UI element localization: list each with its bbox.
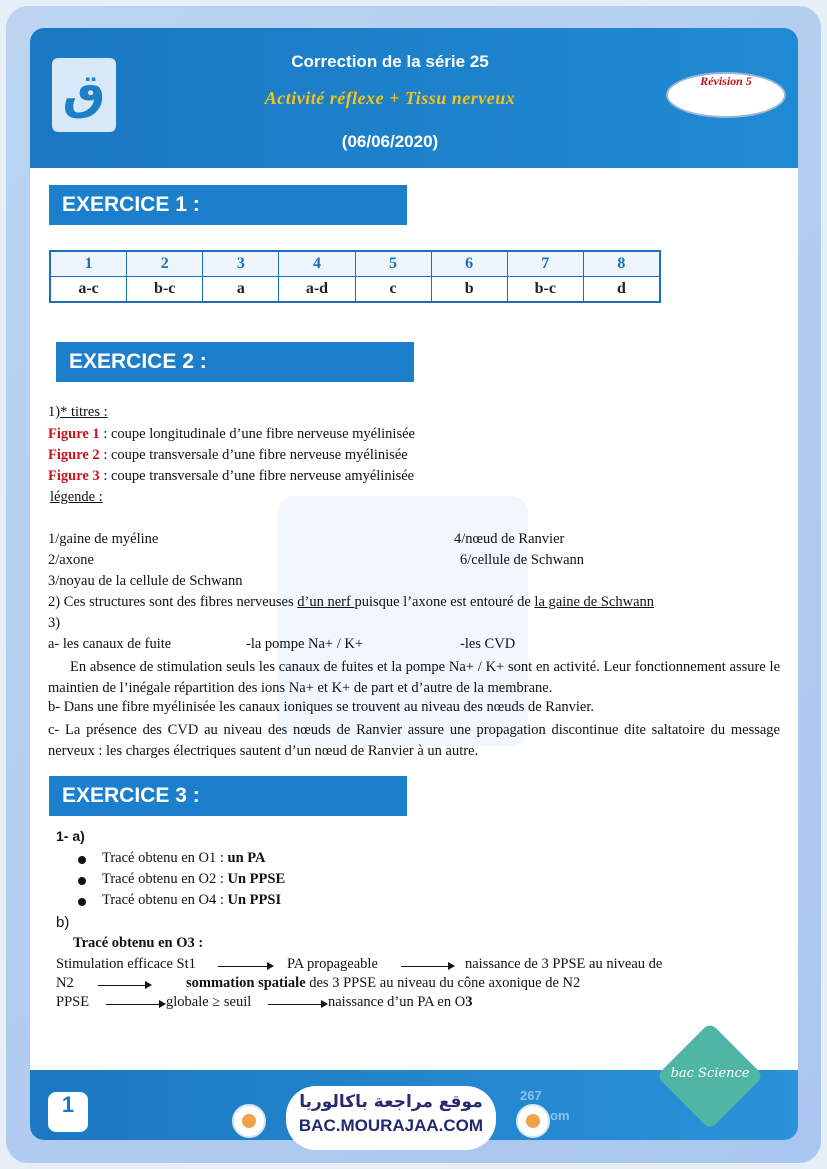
- answer-value: a-d: [279, 277, 355, 303]
- site-name-arabic: موقع مراجعة باكالوريا: [299, 1092, 483, 1112]
- answer-number: 8: [583, 251, 660, 277]
- legend-item-3: 3/noyau de la cellule de Schwann: [48, 573, 243, 589]
- answer-table: [49, 250, 661, 303]
- bullet-icon: [78, 898, 86, 906]
- bullet-icon: [78, 877, 86, 885]
- chain-step-stimulation: Stimulation efficace St1: [56, 956, 196, 972]
- answer-number: 3: [203, 251, 279, 277]
- q2-text: 2) Ces structures sont des fibres nerveuses: [48, 594, 298, 610]
- answer-table-values-row: [50, 277, 660, 303]
- answer-value: a-c: [50, 277, 127, 303]
- logo-glyph: ق: [62, 64, 106, 120]
- page-number: 1: [48, 1092, 88, 1132]
- sommation-term: sommation spatiale: [186, 975, 306, 991]
- figure-text: : coupe longitudinale d’une fibre nerveuse myélinisée: [99, 426, 415, 442]
- q2-text-2: puisque l’axone est entouré de: [354, 594, 535, 610]
- q2-gaine: la gaine de Schwann: [534, 594, 655, 610]
- arrow-right-icon: [401, 966, 453, 967]
- answer-value: b-c: [127, 277, 203, 303]
- ex2-q3-label: 3): [48, 615, 61, 631]
- legende-label: légende :: [50, 489, 103, 505]
- answer-number: 2: [127, 251, 203, 277]
- answer-number: 1: [50, 251, 127, 277]
- o3-title: Tracé obtenu en O3 :: [73, 935, 204, 951]
- exercise-3-title: EXERCICE 3 :: [49, 776, 407, 816]
- chain-step-n2: N2: [56, 975, 74, 991]
- legend-item-6: 6/cellule de Schwann: [460, 552, 585, 568]
- sommation-text: des 3 PPSE au niveau du cône axonique de N2: [305, 975, 581, 991]
- trace-text: Tracé obtenu en O1 :: [102, 850, 228, 866]
- answer-number: 7: [507, 251, 583, 277]
- footer-faint-text: om: [550, 1108, 570, 1123]
- exercise-2-title: EXERCICE 2 :: [56, 342, 414, 382]
- trace-result: Un PPSE: [227, 871, 286, 887]
- answer-value: a: [203, 277, 279, 303]
- pa-o3-index: 3: [465, 994, 473, 1010]
- chain-step-ppse: naissance de 3 PPSE au niveau de: [465, 956, 663, 972]
- q2-nerf: d’un nerf: [297, 594, 355, 610]
- o2-trace: [102, 871, 285, 888]
- q3a-item-2: -la pompe Na+ / K+: [246, 636, 364, 652]
- ex2-q2-answer: [48, 594, 654, 611]
- figure-label: Figure 2: [48, 447, 100, 463]
- titres-label: * titres :: [60, 404, 108, 420]
- answer-value: c: [355, 277, 431, 303]
- figure-text: : coupe transversale d’une fibre nerveuse amyélinisée: [99, 468, 415, 484]
- chain-step-pa-o3: [328, 994, 472, 1011]
- figure-2-title: [48, 447, 408, 464]
- trace-result: Un PPSI: [227, 892, 282, 908]
- q1-number: 1): [48, 404, 61, 420]
- answer-table-numbers-row: [50, 251, 660, 277]
- q3a-item-1: a- les canaux de fuite: [48, 636, 172, 652]
- figure-label: Figure 1: [48, 426, 100, 442]
- document-page: [30, 28, 798, 1140]
- arrow-right-icon: [98, 985, 150, 986]
- figure-label: Figure 3: [48, 468, 100, 484]
- site-url[interactable]: BAC.MOURAJAA.COM: [298, 1116, 484, 1135]
- trace-text: Tracé obtenu en O4 :: [102, 892, 228, 908]
- answer-value: b-c: [507, 277, 583, 303]
- o4-trace: [102, 892, 281, 909]
- trace-result: un PA: [227, 850, 266, 866]
- chain-step-ppse-global: PPSE: [56, 994, 90, 1010]
- trace-text: Tracé obtenu en O2 :: [102, 871, 228, 887]
- answer-value: d: [583, 277, 660, 303]
- ex3-q1a-label: 1- a): [56, 828, 85, 844]
- legend-item-2: 2/axone: [48, 552, 94, 568]
- legend-item-4: 4/nœud de Ranvier: [454, 531, 565, 547]
- revision-badge: Révision 5: [666, 72, 786, 118]
- header-banner: [30, 28, 798, 168]
- exercise-1-title: EXERCICE 1 :: [49, 185, 407, 225]
- figure-3-title: [48, 468, 414, 485]
- bac-science-label: bac Science: [670, 1066, 750, 1081]
- arrow-right-icon: [106, 1004, 164, 1005]
- series-subtitle: Activité réflexe + Tissu nerveux: [264, 88, 516, 108]
- legend-item-1: 1/gaine de myéline: [48, 531, 159, 547]
- series-title: Correction de la série 25: [291, 52, 489, 71]
- q3a-paragraph: En absence de stimulation seuls les canaux de fuites et la pompe Na+ / K+ sont en activité. Leur fonctionnement assure le maintien de l’inégale répartition des ions Na+ et K+ de part et d’autre de la membrane.: [48, 659, 780, 696]
- footer-faint-number: 267: [520, 1088, 542, 1103]
- site-logo-left-icon: [232, 1104, 266, 1138]
- q3a-item-3: -les CVD: [460, 636, 516, 652]
- site-logo-right-icon: [516, 1104, 550, 1138]
- answer-number: 6: [431, 251, 507, 277]
- bullet-icon: [78, 856, 86, 864]
- series-date: (06/06/2020): [341, 132, 439, 151]
- pa-o3-text: naissance d’un PA en O: [328, 994, 466, 1010]
- logo: [52, 58, 116, 132]
- chain-step-pa: PA propageable: [287, 956, 378, 972]
- o1-trace: [102, 850, 266, 867]
- q3b-answer: b- Dans une fibre myélinisée les canaux ioniques se trouvent au niveau des nœuds de Ranvier.: [48, 699, 595, 715]
- answer-value: b: [431, 277, 507, 303]
- answer-number: 5: [355, 251, 431, 277]
- q3c-answer: c- La présence des CVD au niveau des nœuds de Ranvier assure une propagation discontinue dite saltatoire du message nerveux : les charges électriques sautent d’un nœud de Ranvier à un autre.: [48, 722, 780, 759]
- figure-1-title: [48, 426, 415, 443]
- site-badge[interactable]: [286, 1086, 496, 1150]
- ex2-q1-titles: [48, 404, 108, 421]
- ex3-qb-label: b): [56, 914, 70, 931]
- arrow-right-icon: [218, 966, 272, 967]
- answer-number: 4: [279, 251, 355, 277]
- chain-step-sommation: [186, 975, 580, 992]
- chain-step-seuil: globale ≥ seuil: [166, 994, 252, 1010]
- arrow-right-icon: [268, 1004, 326, 1005]
- figure-text: : coupe transversale d’une fibre nerveuse myélinisée: [99, 447, 408, 463]
